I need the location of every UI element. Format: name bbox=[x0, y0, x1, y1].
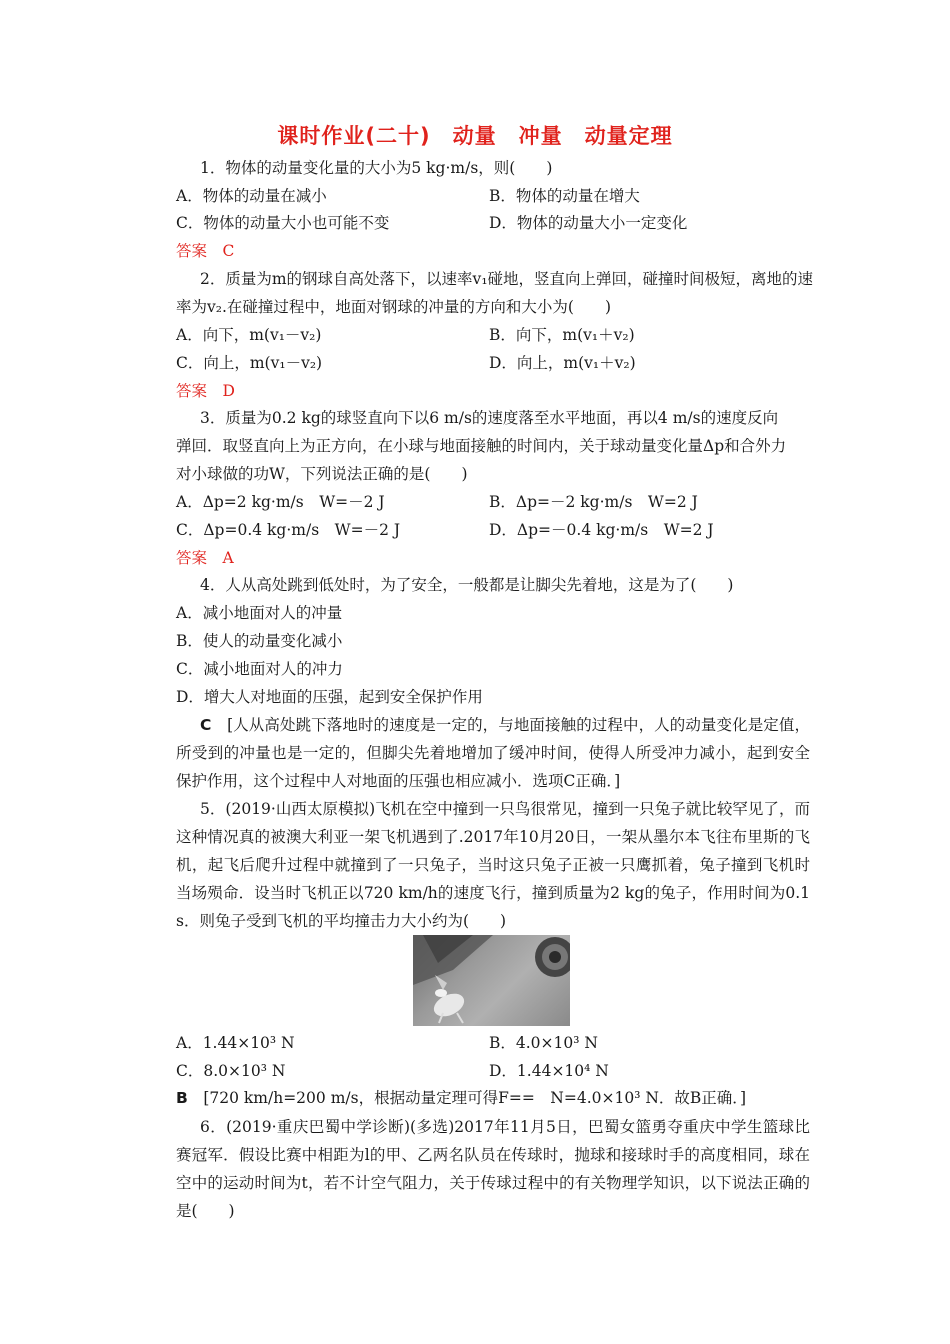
q2-option-a: A．向下，m(v₁－v₂) bbox=[176, 326, 322, 344]
q5-explanation: [720 km/h=200 m/s，根据动量定理可得F== N=4.0×10³ N．故B正确．] bbox=[203, 1089, 747, 1107]
q2-option-c: C．向上，m(v₁－v₂) bbox=[176, 354, 323, 372]
q1-stem: 1．物体的动量变化量的大小为5 kg·m/s，则( ) bbox=[200, 159, 553, 177]
q1-answer: 答案 C bbox=[176, 242, 235, 260]
q3-stem-line3: 对小球做的功W，下列说法正确的是( ) bbox=[176, 465, 468, 483]
q1-option-c: C．物体的动量大小也可能不变 bbox=[176, 214, 390, 232]
q2-stem-line1: 2．质量为m的钢球自高处落下，以速率v₁碰地，竖直向上弹回，碰撞时间极短，离地的速 bbox=[200, 270, 814, 288]
q5-stem: 5．(2019·山西太原模拟)飞机在空中撞到一只鸟很常见，撞到一只兔子就比较罕见了，而这种情况真的被澳大利亚一架飞机遇到了.2017年10月20日，一架从墨尔本飞往布里斯的飞机，起飞后爬升过程中就撞到了一只兔子，当时这只兔子正被一只鹰抓着，兔子撞到飞机时当场殒命．设当时飞机正以720 km/h的速度飞行，撞到质量为2 kg的兔子，作用时间为0.1 s．则兔子受到飞机的平均撞击力大小约为( ) bbox=[176, 800, 810, 930]
page-title: 课时作业(二十) 动量 冲量 动量定理 bbox=[277, 124, 673, 148]
q5-option-a: A．1.44×10³ N bbox=[176, 1034, 295, 1052]
q3-option-d: D．Δp=－0.4 kg·m/s W=2 J bbox=[489, 521, 714, 539]
q3-option-c: C．Δp=0.4 kg·m/s W=－2 J bbox=[176, 521, 401, 539]
q3-option-b: B．Δp=－2 kg·m/s W=2 J bbox=[489, 493, 698, 511]
q4-explanation: [人从高处跳下落地时的速度是一定的，与地面接触的过程中，人的动量变化是定值，所受到的冲量也是一定的，但脚尖先着地增加了缓冲时间，使得人所受冲力减小，起到安全保护作用，这个过程中人对地面的压强也相应减小．选项C正确．] bbox=[176, 716, 810, 790]
q2-option-b: B．向下，m(v₁＋v₂) bbox=[489, 326, 635, 344]
q4-stem: 4．人从高处跳到低处时，为了安全，一般都是让脚尖先着地，这是为了( ) bbox=[200, 576, 734, 594]
q2-option-d: D．向上，m(v₁＋v₂) bbox=[489, 354, 636, 372]
q5-option-b: B．4.0×10³ N bbox=[489, 1034, 598, 1052]
q5-answer-letter: B bbox=[176, 1089, 188, 1107]
q3-stem-line2: 弹回．取竖直向上为正方向，在小球与地面接触的时间内，关于球动量变化量Δp和合外力 bbox=[176, 437, 787, 455]
q5-option-d: D．1.44×10⁴ N bbox=[489, 1062, 609, 1080]
q2-stem-line2: 率为v₂.在碰撞过程中，地面对钢球的冲量的方向和大小为( ) bbox=[176, 298, 611, 316]
airplane-rabbit-photo bbox=[413, 935, 570, 1026]
q4-option-a: A．减小地面对人的冲量 bbox=[176, 604, 343, 622]
q5-explanation-line bbox=[176, 1087, 746, 1109]
q5-option-c: C．8.0×10³ N bbox=[176, 1062, 286, 1080]
q3-answer: 答案 A bbox=[176, 549, 234, 567]
q4-option-b: B．使人的动量变化减小 bbox=[176, 632, 343, 650]
q4-option-d: D．增大人对地面的压强，起到安全保护作用 bbox=[176, 688, 483, 706]
q5-stem-block bbox=[176, 795, 810, 935]
q1-option-d: D．物体的动量大小一定变化 bbox=[489, 214, 688, 232]
q6-stem: 6．(2019·重庆巴蜀中学诊断)(多选)2017年11月5日，巴蜀女篮勇夺重庆中学生篮球比赛冠军．假设比赛中相距为l的甲、乙两名队员在传球时，抛球和接球时手的高度相同，球在空中的运动时间为t，若不计空气阻力，关于传球过程中的有关物理学知识，以下说法正确的是( ) bbox=[176, 1118, 810, 1220]
q2-answer: 答案 D bbox=[176, 382, 235, 400]
q4-option-c: C．减小地面对人的冲力 bbox=[176, 660, 343, 678]
q4-answer-letter: C bbox=[200, 716, 212, 734]
q4-explanation-block bbox=[176, 711, 810, 795]
q1-option-b: B．物体的动量在增大 bbox=[489, 187, 640, 205]
q3-option-a: A．Δp=2 kg·m/s W=－2 J bbox=[176, 493, 385, 511]
q1-option-a: A．物体的动量在减小 bbox=[176, 187, 327, 205]
q3-stem-line1: 3．质量为0.2 kg的球竖直向下以6 m/s的速度落至水平地面，再以4 m/s的速度反向 bbox=[200, 409, 779, 427]
q6-stem-block bbox=[176, 1113, 810, 1225]
